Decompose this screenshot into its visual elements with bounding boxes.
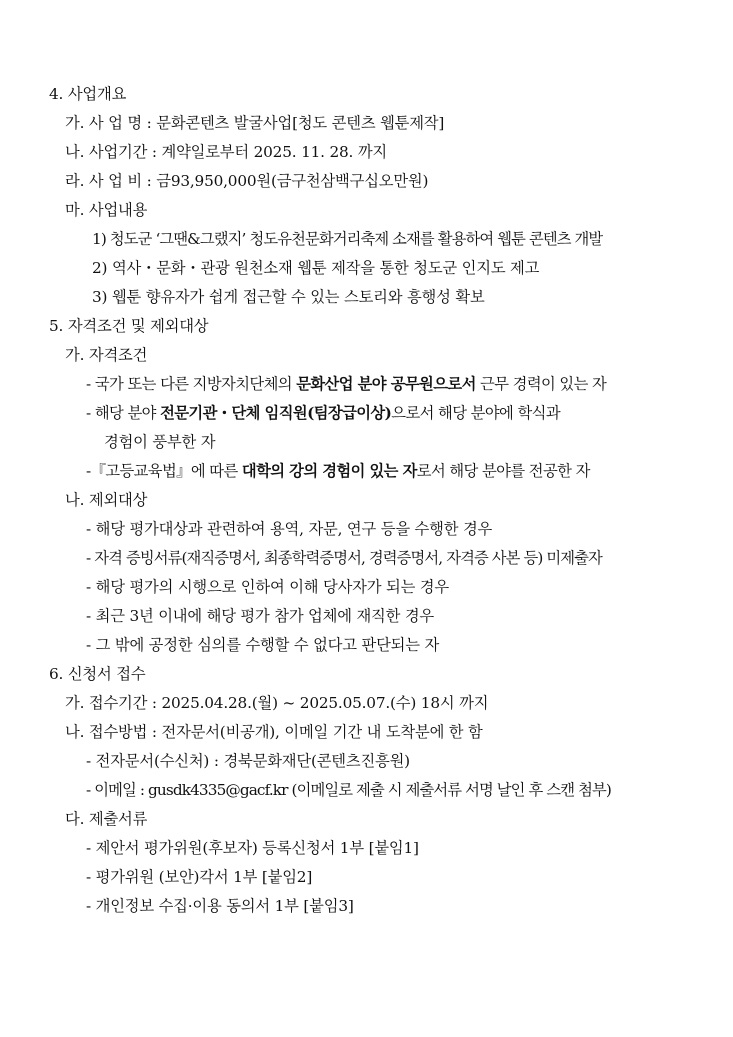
exclusion-1: - 해당 평가대상과 관련하여 용역, 자문, 연구 등을 수행한 경우 <box>86 520 493 538</box>
qualification-2-continued: 경험이 풍부한 자 <box>104 433 216 451</box>
content-item-2: 2) 역사・문화・관광 원천소재 웹툰 제작을 통한 청도군 인지도 제고 <box>92 259 540 277</box>
section-5-title: 5. 자격조건 및 제외대상 <box>49 317 209 335</box>
submission-period: 가. 접수기간 : 2025.04.28.(월) ~ 2025.05.07.(수) 18시 까지 <box>65 694 489 712</box>
qualification-2: - 해당 분야 전문기관・단체 임직원(팀장급이상)으로서 해당 분야에 학식과 <box>86 404 560 422</box>
document-2: - 평가위원 (보안)각서 1부 [붙임2] <box>86 868 313 886</box>
exclusion-2: - 자격 증빙서류(재직증명서, 최종학력증명서, 경력증명서, 자격증 사본 등) 미제출자 <box>86 549 602 567</box>
content-item-3: 3) 웹툰 향유자가 쉽게 접근할 수 있는 스토리와 흥행성 확보 <box>92 288 485 306</box>
method-email: - 이메일 : gusdk4335@gacf.kr (이메일로 제출 시 제출서류 서명 날인 후 스캔 첨부) <box>86 781 611 799</box>
section-6-title: 6. 신청서 접수 <box>49 665 146 683</box>
submission-method: 나. 접수방법 : 전자문서(비공개), 이메일 기간 내 도착분에 한 함 <box>65 723 483 741</box>
document-3: - 개인정보 수집·이용 동의서 1부 [붙임3] <box>86 897 354 915</box>
qualification-heading: 가. 자격조건 <box>65 346 148 364</box>
exclusion-heading: 나. 제외대상 <box>65 491 148 509</box>
project-name: 가. 사 업 명 : 문화콘텐츠 발굴사업[청도 콘텐츠 웹툰제작] <box>65 114 445 132</box>
project-period: 나. 사업기간 : 계약일로부터 2025. 11. 28. 까지 <box>65 143 387 161</box>
project-budget: 라. 사 업 비 : 금93,950,000원(금구천삼백구십오만원) <box>65 172 429 190</box>
document-1: - 제안서 평가위원(후보자) 등록신청서 1부 [붙임1] <box>86 839 419 857</box>
documents-heading: 다. 제출서류 <box>65 810 148 828</box>
content-item-1: 1) 청도군 ‘그땐&그랬지’ 청도유천문화거리축제 소재를 활용하여 웹툰 콘텐츠 개발 <box>92 230 603 248</box>
exclusion-4: - 최근 3년 이내에 해당 평가 참가 업체에 재직한 경우 <box>86 607 434 625</box>
qualification-3: -『고등교육법』에 따른 대학의 강의 경험이 있는 자로서 해당 분야를 전공한 자 <box>86 462 590 480</box>
project-content-heading: 마. 사업내용 <box>65 201 148 219</box>
method-electronic: - 전자문서(수신처) : 경북문화재단(콘텐츠진흥원) <box>86 752 410 770</box>
exclusion-3: - 해당 평가의 시행으로 인하여 이해 당사자가 되는 경우 <box>86 578 449 596</box>
qualification-1: - 국가 또는 다른 지방자치단체의 문화산업 분야 공무원으로서 근무 경력이 있는 자 <box>86 375 607 393</box>
exclusion-5: - 그 밖에 공정한 심의를 수행할 수 없다고 판단되는 자 <box>86 636 440 654</box>
section-4-title: 4. 사업개요 <box>49 85 127 103</box>
